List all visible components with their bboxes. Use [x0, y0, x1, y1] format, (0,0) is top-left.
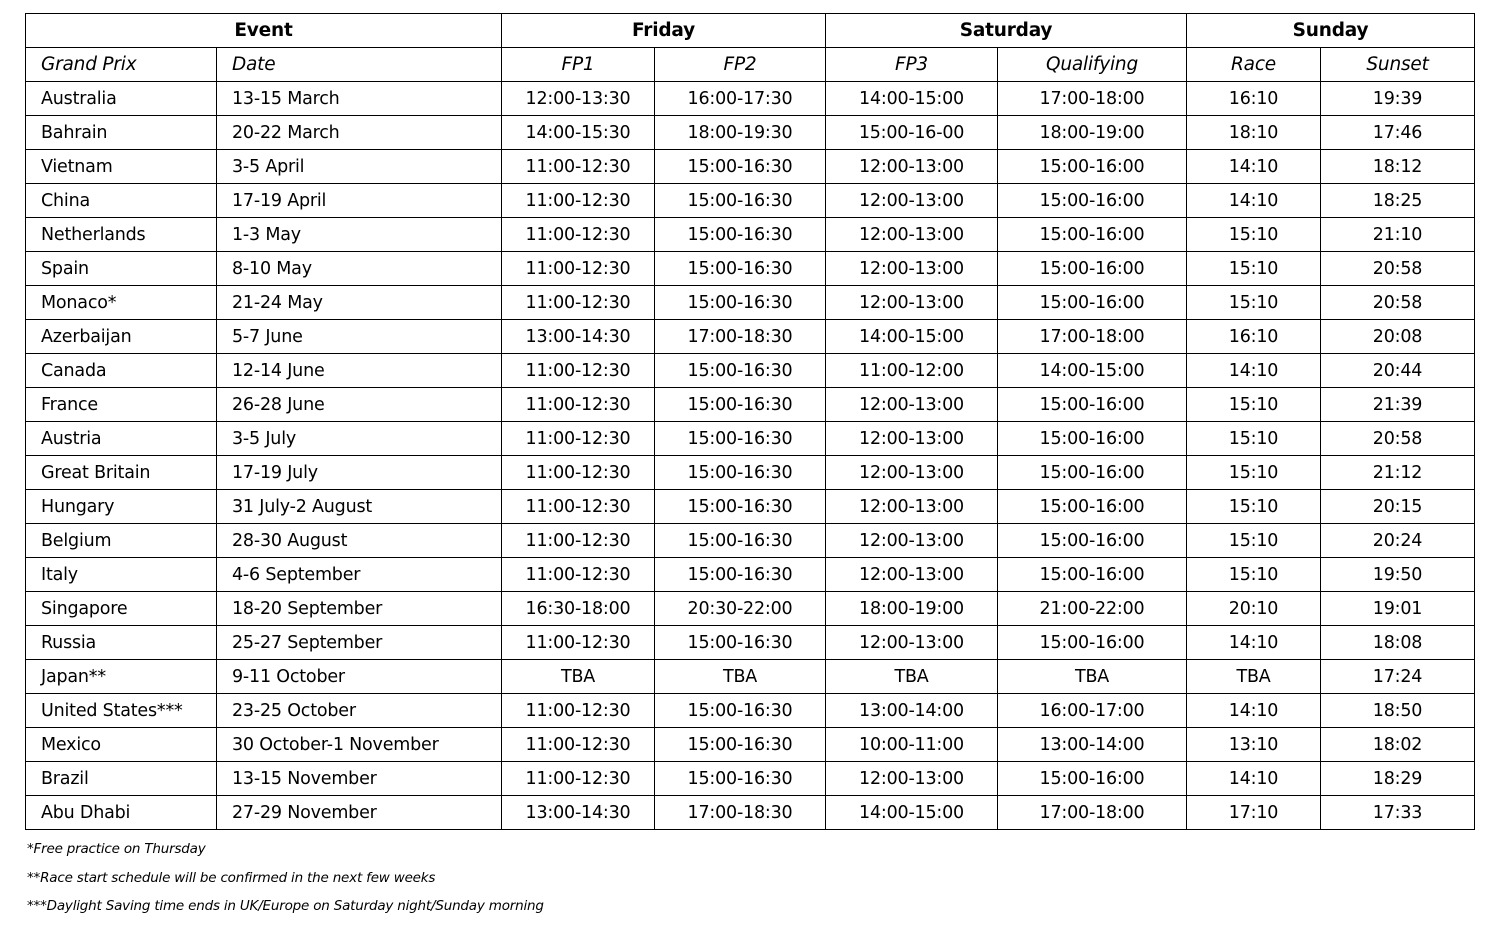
fp2-cell: 15:00-16:30 — [655, 728, 826, 762]
qualifying-cell: 17:00-18:00 — [998, 82, 1187, 116]
column-header-fp3: FP3 — [826, 48, 998, 82]
fp2-cell: 15:00-16:30 — [655, 490, 826, 524]
fp1-cell: 11:00-12:30 — [502, 490, 655, 524]
grand-prix-cell: Great Britain — [26, 456, 217, 490]
qualifying-cell: 15:00-16:00 — [998, 524, 1187, 558]
table-row — [26, 626, 1475, 660]
date-cell: 28-30 August — [217, 524, 502, 558]
fp2-cell: 15:00-16:30 — [655, 150, 826, 184]
fp3-cell: 12:00-13:00 — [826, 286, 998, 320]
sunset-cell: 19:50 — [1321, 558, 1475, 592]
grand-prix-cell: Mexico — [26, 728, 217, 762]
fp2-cell: 15:00-16:30 — [655, 558, 826, 592]
sunset-cell: 20:24 — [1321, 524, 1475, 558]
race-cell: TBA — [1187, 660, 1321, 694]
fp2-cell: 15:00-16:30 — [655, 524, 826, 558]
sunset-cell: 18:08 — [1321, 626, 1475, 660]
table-row — [26, 558, 1475, 592]
fp2-cell: 15:00-16:30 — [655, 626, 826, 660]
race-cell: 17:10 — [1187, 796, 1321, 830]
date-cell: 9-11 October — [217, 660, 502, 694]
date-cell: 8-10 May — [217, 252, 502, 286]
qualifying-cell: 15:00-16:00 — [998, 184, 1187, 218]
sunset-cell: 17:33 — [1321, 796, 1475, 830]
fp1-cell: 11:00-12:30 — [502, 184, 655, 218]
date-cell: 17-19 July — [217, 456, 502, 490]
fp1-cell: 11:00-12:30 — [502, 422, 655, 456]
sunset-cell: 20:08 — [1321, 320, 1475, 354]
fp2-cell: 15:00-16:30 — [655, 388, 826, 422]
sunset-cell: 21:39 — [1321, 388, 1475, 422]
fp2-cell: 17:00-18:30 — [655, 320, 826, 354]
table-row — [26, 490, 1475, 524]
qualifying-cell: 18:00-19:00 — [998, 116, 1187, 150]
date-cell: 25-27 September — [217, 626, 502, 660]
column-header-fp1: FP1 — [502, 48, 655, 82]
table-row — [26, 388, 1475, 422]
qualifying-cell: 15:00-16:00 — [998, 490, 1187, 524]
grand-prix-cell: Brazil — [26, 762, 217, 796]
table-row — [26, 762, 1475, 796]
date-cell: 26-28 June — [217, 388, 502, 422]
group-header-event: Event — [26, 14, 502, 48]
table-row — [26, 796, 1475, 830]
sunset-cell: 19:01 — [1321, 592, 1475, 626]
date-cell: 27-29 November — [217, 796, 502, 830]
fp2-cell: 20:30-22:00 — [655, 592, 826, 626]
fp3-cell: 12:00-13:00 — [826, 490, 998, 524]
race-cell: 15:10 — [1187, 286, 1321, 320]
fp1-cell: 14:00-15:30 — [502, 116, 655, 150]
footnote: *Free practice on Thursday — [27, 841, 206, 857]
sunset-cell: 18:50 — [1321, 694, 1475, 728]
table-row — [26, 660, 1475, 694]
qualifying-cell: 15:00-16:00 — [998, 218, 1187, 252]
sunset-cell: 20:44 — [1321, 354, 1475, 388]
grand-prix-cell: Spain — [26, 252, 217, 286]
table-row — [26, 524, 1475, 558]
table-row — [26, 252, 1475, 286]
grand-prix-cell: China — [26, 184, 217, 218]
sunset-cell: 18:29 — [1321, 762, 1475, 796]
fp2-cell: 15:00-16:30 — [655, 218, 826, 252]
sunset-cell: 18:02 — [1321, 728, 1475, 762]
qualifying-cell: 13:00-14:00 — [998, 728, 1187, 762]
date-cell: 13-15 November — [217, 762, 502, 796]
fp3-cell: 15:00-16-00 — [826, 116, 998, 150]
qualifying-cell: 14:00-15:00 — [998, 354, 1187, 388]
grand-prix-cell: Abu Dhabi — [26, 796, 217, 830]
race-cell: 16:10 — [1187, 82, 1321, 116]
table-row — [26, 694, 1475, 728]
qualifying-cell: 15:00-16:00 — [998, 456, 1187, 490]
fp1-cell: 11:00-12:30 — [502, 558, 655, 592]
fp3-cell: 12:00-13:00 — [826, 456, 998, 490]
grand-prix-cell: Belgium — [26, 524, 217, 558]
fp1-cell: 11:00-12:30 — [502, 218, 655, 252]
table-row — [26, 422, 1475, 456]
column-header-sunset: Sunset — [1321, 48, 1475, 82]
group-header-row — [26, 14, 1475, 48]
fp2-cell: 16:00-17:30 — [655, 82, 826, 116]
grand-prix-cell: Azerbaijan — [26, 320, 217, 354]
fp2-cell: 15:00-16:30 — [655, 354, 826, 388]
qualifying-cell: 15:00-16:00 — [998, 762, 1187, 796]
fp3-cell: 12:00-13:00 — [826, 184, 998, 218]
fp1-cell: 11:00-12:30 — [502, 456, 655, 490]
footnote: ***Daylight Saving time ends in UK/Europe on Saturday night/Sunday morning — [27, 898, 544, 914]
qualifying-cell: 17:00-18:00 — [998, 796, 1187, 830]
table-row — [26, 456, 1475, 490]
sunset-cell: 18:12 — [1321, 150, 1475, 184]
fp2-cell: 15:00-16:30 — [655, 184, 826, 218]
grand-prix-cell: Japan** — [26, 660, 217, 694]
race-cell: 15:10 — [1187, 558, 1321, 592]
fp3-cell: 13:00-14:00 — [826, 694, 998, 728]
fp3-cell: 12:00-13:00 — [826, 150, 998, 184]
fp1-cell: 13:00-14:30 — [502, 320, 655, 354]
table-row — [26, 320, 1475, 354]
fp1-cell: 11:00-12:30 — [502, 252, 655, 286]
qualifying-cell: 21:00-22:00 — [998, 592, 1187, 626]
qualifying-cell: 15:00-16:00 — [998, 388, 1187, 422]
fp3-cell: 10:00-11:00 — [826, 728, 998, 762]
fp1-cell: 11:00-12:30 — [502, 762, 655, 796]
date-cell: 1-3 May — [217, 218, 502, 252]
race-cell: 15:10 — [1187, 388, 1321, 422]
race-cell: 15:10 — [1187, 490, 1321, 524]
footnotes — [25, 835, 1474, 921]
group-header-saturday: Saturday — [826, 14, 1187, 48]
grand-prix-cell: Vietnam — [26, 150, 217, 184]
grand-prix-cell: Austria — [26, 422, 217, 456]
date-cell: 13-15 March — [217, 82, 502, 116]
sunset-cell: 21:10 — [1321, 218, 1475, 252]
date-cell: 12-14 June — [217, 354, 502, 388]
qualifying-cell: 15:00-16:00 — [998, 558, 1187, 592]
race-cell: 15:10 — [1187, 252, 1321, 286]
column-header-row — [26, 48, 1475, 82]
column-header-qualifying: Qualifying — [998, 48, 1187, 82]
sunset-cell: 20:58 — [1321, 286, 1475, 320]
fp2-cell: 15:00-16:30 — [655, 762, 826, 796]
date-cell: 21-24 May — [217, 286, 502, 320]
fp3-cell: 12:00-13:00 — [826, 218, 998, 252]
sunset-cell: 19:39 — [1321, 82, 1475, 116]
fp3-cell: 11:00-12:00 — [826, 354, 998, 388]
race-cell: 14:10 — [1187, 762, 1321, 796]
fp1-cell: 11:00-12:30 — [502, 728, 655, 762]
race-cell: 14:10 — [1187, 354, 1321, 388]
race-cell: 14:10 — [1187, 150, 1321, 184]
fp1-cell: 11:00-12:30 — [502, 354, 655, 388]
qualifying-cell: 15:00-16:00 — [998, 252, 1187, 286]
fp2-cell: TBA — [655, 660, 826, 694]
fp2-cell: 18:00-19:30 — [655, 116, 826, 150]
schedule-document — [25, 13, 1474, 921]
race-cell: 18:10 — [1187, 116, 1321, 150]
group-header-friday: Friday — [502, 14, 826, 48]
grand-prix-cell: Hungary — [26, 490, 217, 524]
table-row — [26, 592, 1475, 626]
table-row — [26, 218, 1475, 252]
sunset-cell: 17:24 — [1321, 660, 1475, 694]
race-cell: 15:10 — [1187, 218, 1321, 252]
fp2-cell: 15:00-16:30 — [655, 286, 826, 320]
date-cell: 18-20 September — [217, 592, 502, 626]
race-schedule-table — [25, 13, 1475, 830]
grand-prix-cell: France — [26, 388, 217, 422]
grand-prix-cell: Singapore — [26, 592, 217, 626]
fp1-cell: 13:00-14:30 — [502, 796, 655, 830]
date-cell: 20-22 March — [217, 116, 502, 150]
column-header-race: Race — [1187, 48, 1321, 82]
table-row — [26, 82, 1475, 116]
qualifying-cell: 15:00-16:00 — [998, 626, 1187, 660]
grand-prix-cell: Canada — [26, 354, 217, 388]
table-row — [26, 286, 1475, 320]
table-row — [26, 150, 1475, 184]
fp3-cell: 14:00-15:00 — [826, 320, 998, 354]
qualifying-cell: 15:00-16:00 — [998, 150, 1187, 184]
qualifying-cell: TBA — [998, 660, 1187, 694]
fp3-cell: 12:00-13:00 — [826, 422, 998, 456]
table-row — [26, 116, 1475, 150]
sunset-cell: 17:46 — [1321, 116, 1475, 150]
table-row — [26, 728, 1475, 762]
sunset-cell: 20:58 — [1321, 422, 1475, 456]
group-header-sunday: Sunday — [1187, 14, 1475, 48]
race-cell: 14:10 — [1187, 184, 1321, 218]
column-header-grand-prix: Grand Prix — [26, 48, 217, 82]
qualifying-cell: 15:00-16:00 — [998, 422, 1187, 456]
race-cell: 15:10 — [1187, 422, 1321, 456]
fp2-cell: 15:00-16:30 — [655, 456, 826, 490]
date-cell: 30 October-1 November — [217, 728, 502, 762]
fp3-cell: 12:00-13:00 — [826, 558, 998, 592]
fp3-cell: 12:00-13:00 — [826, 388, 998, 422]
table-row — [26, 354, 1475, 388]
fp3-cell: 12:00-13:00 — [826, 524, 998, 558]
date-cell: 3-5 April — [217, 150, 502, 184]
date-cell: 23-25 October — [217, 694, 502, 728]
sunset-cell: 20:15 — [1321, 490, 1475, 524]
grand-prix-cell: Monaco* — [26, 286, 217, 320]
fp1-cell: 16:30-18:00 — [502, 592, 655, 626]
fp3-cell: 12:00-13:00 — [826, 626, 998, 660]
table-row — [26, 184, 1475, 218]
column-header-date: Date — [217, 48, 502, 82]
grand-prix-cell: United States*** — [26, 694, 217, 728]
date-cell: 4-6 September — [217, 558, 502, 592]
fp3-cell: 12:00-13:00 — [826, 252, 998, 286]
sunset-cell: 21:12 — [1321, 456, 1475, 490]
fp1-cell: 11:00-12:30 — [502, 524, 655, 558]
fp3-cell: 14:00-15:00 — [826, 82, 998, 116]
sunset-cell: 20:58 — [1321, 252, 1475, 286]
fp1-cell: TBA — [502, 660, 655, 694]
qualifying-cell: 16:00-17:00 — [998, 694, 1187, 728]
date-cell: 17-19 April — [217, 184, 502, 218]
qualifying-cell: 15:00-16:00 — [998, 286, 1187, 320]
fp1-cell: 11:00-12:30 — [502, 626, 655, 660]
date-cell: 3-5 July — [217, 422, 502, 456]
sunset-cell: 18:25 — [1321, 184, 1475, 218]
race-cell: 20:10 — [1187, 592, 1321, 626]
race-cell: 13:10 — [1187, 728, 1321, 762]
column-header-fp2: FP2 — [655, 48, 826, 82]
race-cell: 15:10 — [1187, 456, 1321, 490]
fp1-cell: 12:00-13:30 — [502, 82, 655, 116]
grand-prix-cell: Russia — [26, 626, 217, 660]
date-cell: 31 July-2 August — [217, 490, 502, 524]
race-cell: 15:10 — [1187, 524, 1321, 558]
fp2-cell: 15:00-16:30 — [655, 252, 826, 286]
qualifying-cell: 17:00-18:00 — [998, 320, 1187, 354]
fp1-cell: 11:00-12:30 — [502, 388, 655, 422]
grand-prix-cell: Italy — [26, 558, 217, 592]
schedule-rows — [26, 82, 1475, 830]
race-cell: 14:10 — [1187, 694, 1321, 728]
fp3-cell: 14:00-15:00 — [826, 796, 998, 830]
footnote: **Race start schedule will be confirmed in the next few weeks — [27, 869, 436, 886]
fp1-cell: 11:00-12:30 — [502, 286, 655, 320]
date-cell: 5-7 June — [217, 320, 502, 354]
race-cell: 14:10 — [1187, 626, 1321, 660]
fp1-cell: 11:00-12:30 — [502, 694, 655, 728]
fp3-cell: 18:00-19:00 — [826, 592, 998, 626]
grand-prix-cell: Australia — [26, 82, 217, 116]
race-cell: 16:10 — [1187, 320, 1321, 354]
fp2-cell: 15:00-16:30 — [655, 694, 826, 728]
grand-prix-cell: Bahrain — [26, 116, 217, 150]
grand-prix-cell: Netherlands — [26, 218, 217, 252]
fp2-cell: 17:00-18:30 — [655, 796, 826, 830]
fp3-cell: 12:00-13:00 — [826, 762, 998, 796]
fp2-cell: 15:00-16:30 — [655, 422, 826, 456]
fp3-cell: TBA — [826, 660, 998, 694]
fp1-cell: 11:00-12:30 — [502, 150, 655, 184]
